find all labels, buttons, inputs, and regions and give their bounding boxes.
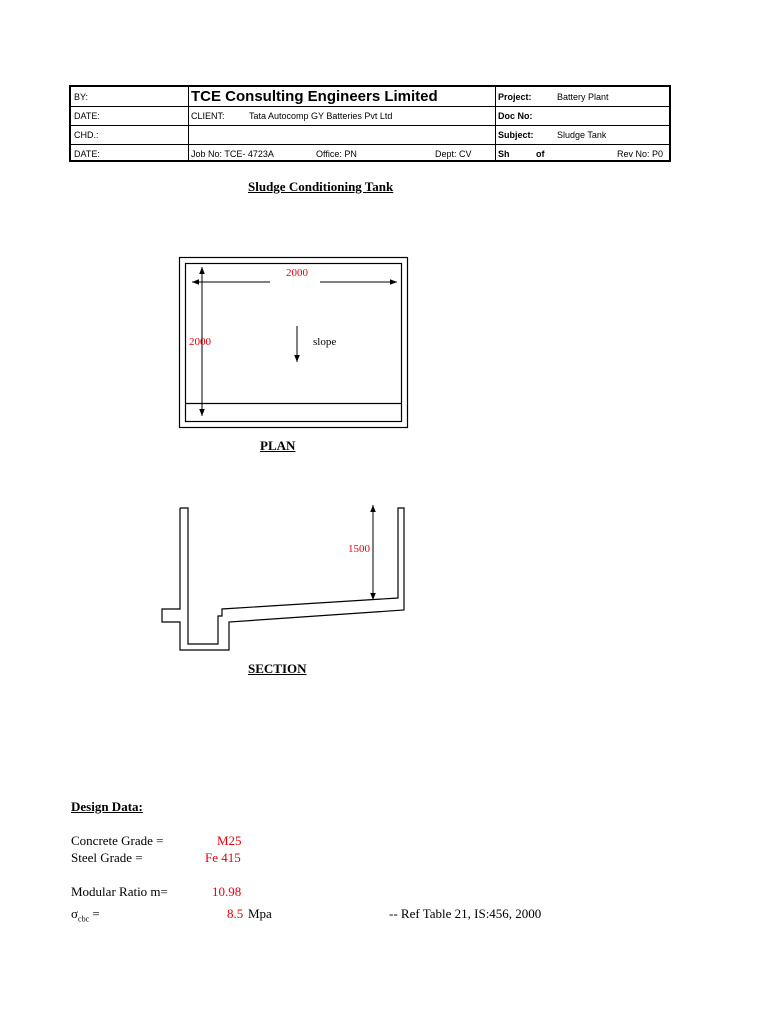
client-value: Tata Autocomp GY Batteries Pvt Ltd xyxy=(249,111,393,121)
company-name: TCE Consulting Engineers Limited xyxy=(191,88,438,105)
section-drawing xyxy=(162,505,404,650)
department: Dept: CV xyxy=(435,149,472,159)
sheet-label: Sh xyxy=(498,149,510,159)
section-title: SECTION xyxy=(248,661,307,676)
plan-width-dimension: 2000 xyxy=(286,267,308,279)
plan-outer-wall xyxy=(180,258,408,428)
revision-number: Rev No: P0 xyxy=(617,149,664,159)
project-value: Battery Plant xyxy=(557,92,609,102)
design-data-heading: Design Data: xyxy=(71,799,143,814)
job-number: Job No: TCE- 4723A xyxy=(191,149,274,159)
plan-title: PLAN xyxy=(260,438,296,453)
doc-no-label: Doc No: xyxy=(498,111,533,121)
concrete-grade-label: Concrete Grade = xyxy=(71,833,164,848)
by-label: BY: xyxy=(74,92,89,102)
concrete-grade-value: M25 xyxy=(217,833,242,848)
of-label: of xyxy=(536,149,545,159)
sigma-symbol: σ xyxy=(71,906,79,921)
subject-value: Sludge Tank xyxy=(557,130,607,140)
office: Office: PN xyxy=(316,149,357,159)
page-title: Sludge Conditioning Tank xyxy=(248,179,394,194)
client-label: CLIENT: xyxy=(191,111,225,121)
sigma-cbc-value: 8.5 xyxy=(227,906,244,921)
sigma-cbc-label xyxy=(71,907,100,924)
modular-ratio-label: Modular Ratio m= xyxy=(71,884,168,899)
sigma-cbc-unit: Mpa xyxy=(248,906,272,921)
sigma-subscript: cbc xyxy=(78,914,90,924)
section-depth-dimension: 1500 xyxy=(348,543,370,555)
date-label: DATE: xyxy=(74,149,100,159)
steel-grade-value: Fe 415 xyxy=(205,850,241,865)
project-label: Project: xyxy=(498,92,532,102)
modular-ratio-value: 10.98 xyxy=(212,884,242,899)
slope-label: slope xyxy=(313,336,337,348)
checked-label: CHD.: xyxy=(74,130,99,140)
subject-label: Subject: xyxy=(498,130,534,140)
sigma-equals: = xyxy=(89,906,100,921)
plan-drawing xyxy=(180,258,408,428)
date-label: DATE: xyxy=(74,111,100,121)
section-profile xyxy=(162,508,404,650)
plan-length-dimension: 2000 xyxy=(189,336,211,348)
steel-grade-label: Steel Grade = xyxy=(71,850,143,865)
plan-inner-wall xyxy=(186,264,402,422)
code-reference: -- Ref Table 21, IS:456, 2000 xyxy=(389,906,542,921)
